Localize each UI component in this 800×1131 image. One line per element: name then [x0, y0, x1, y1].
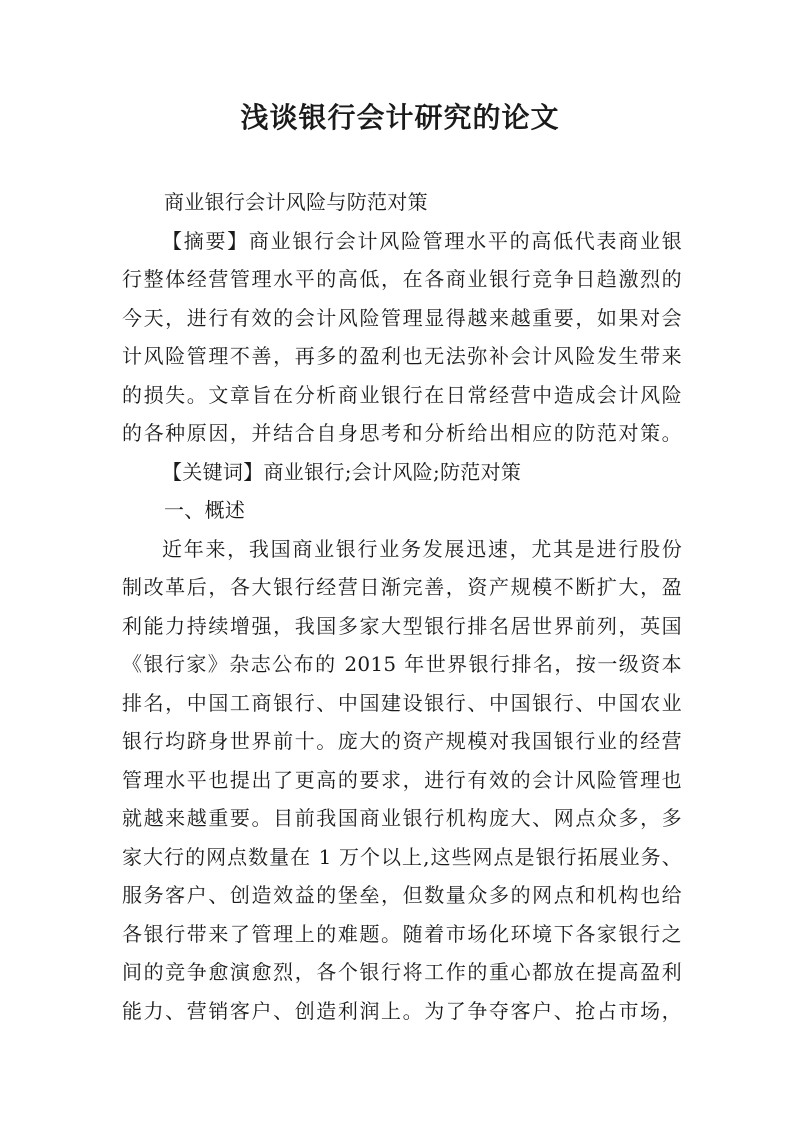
section-heading: 商业银行会计风险与防范对策: [164, 190, 428, 214]
paragraph-line: 《银行家》杂志公布的 2015 年世界银行排名，按一级资本: [122, 652, 682, 676]
paragraph-line: 各银行带来了管理上的难题。随着市场化环境下各家银行之: [122, 921, 682, 946]
paragraph-line: 排名，中国工商银行、中国建设银行、中国银行、中国农业: [122, 690, 682, 715]
section-heading: 一、概述: [164, 498, 246, 522]
paragraph-line: 制改革后，各大银行经营日渐完善，资产规模不断扩大，盈: [122, 575, 682, 599]
paragraph-line: 家大行的网点数量在 1 万个以上,这些网点是银行拓展业务、: [122, 844, 682, 869]
abstract-line: 的各种原因，并结合自身思考和分析给出相应的防范对策。: [122, 421, 682, 445]
abstract-line: 的损失。文章旨在分析商业银行在日常经营中造成会计风险: [122, 382, 682, 407]
paragraph-line: 服务客户、创造效益的堡垒，但数量众多的网点和机构也给: [122, 883, 682, 907]
paragraph-line: 就越来越重要。目前我国商业银行机构庞大、网点众多，多: [122, 806, 682, 830]
paragraph-line: 利能力持续增强，我国多家大型银行排名居世界前列，英国: [122, 613, 682, 638]
paragraph-line: 管理水平也提出了更高的要求，进行有效的会计风险管理也: [122, 767, 682, 792]
abstract-line: 【摘要】商业银行会计风险管理水平的高低代表商业银: [162, 228, 682, 253]
paragraph-line: 能力、营销客户、创造利润上。为了争夺客户、抢占市场，: [122, 998, 682, 1023]
paragraph-line: 银行均跻身世界前十。庞大的资产规模对我国银行业的经营: [122, 729, 682, 753]
abstract-line: 今天，进行有效的会计风险管理显得越来越重要，如果对会: [122, 305, 682, 330]
document-title: 浅谈银行会计研究的论文: [240, 101, 560, 134]
abstract-line: 计风险管理不善，再多的盈利也无法弥补会计风险发生带来: [122, 344, 682, 368]
paragraph-line: 近年来，我国商业银行业务发展迅速，尤其是进行股份: [162, 536, 682, 561]
abstract-line: 行整体经营管理水平的高低，在各商业银行竞争日趋激烈的: [122, 267, 682, 291]
paragraph-line: 间的竞争愈演愈烈，各个银行将工作的重心都放在提高盈利: [122, 960, 682, 984]
document-body: [122, 183, 682, 1030]
keywords-line: 【关键词】商业银行;会计风险;防范对策: [162, 459, 522, 484]
